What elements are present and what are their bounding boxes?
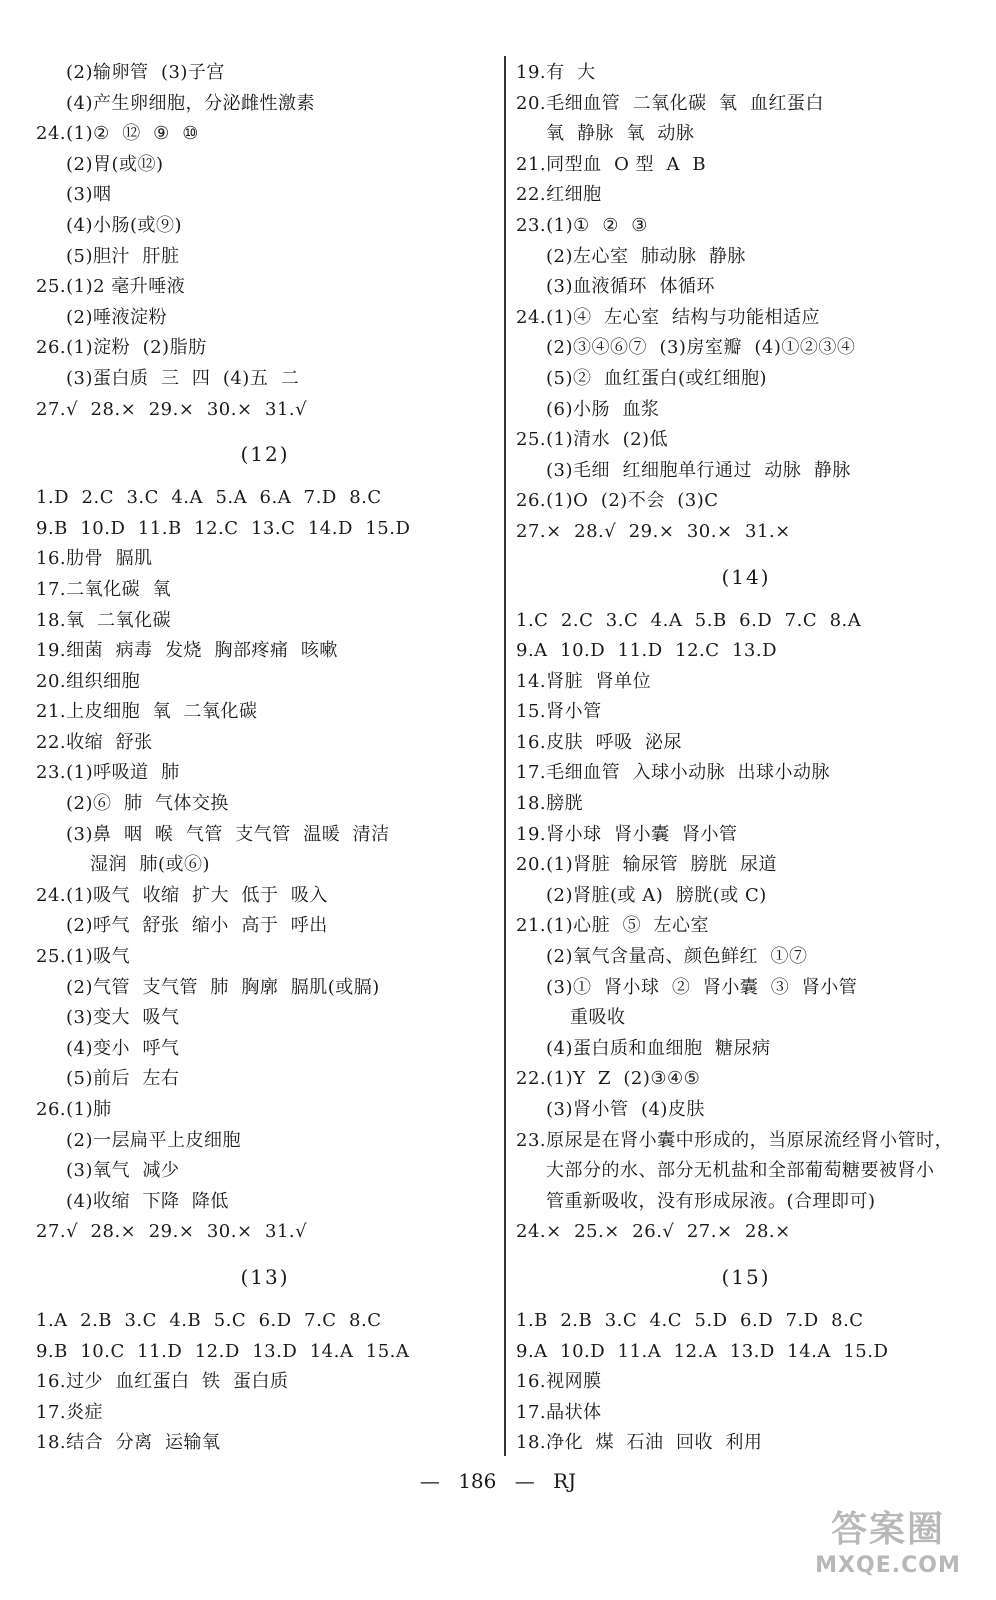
answer-line: 23.(1)呼吸道 肺 [36,762,180,784]
answer-line: 22.红细胞 [516,184,602,206]
answer-line: 23.(1)① ② ③ [516,214,648,236]
answer-line: (3)毛细 红细胞单行通过 动脉 静脉 [546,459,851,481]
answer-line: 24.(1)吸气 收缩 扩大 低于 吸入 [36,884,328,906]
watermark-url: MXQE.COM [815,1553,961,1578]
answer-line: (5)胆汁 肝脏 [66,245,180,267]
answer-line: 17.二氧化碳 氧 [36,578,172,600]
answer-line: 9.B 10.D 11.B 12.C 13.C 14.D 15.D [36,517,411,539]
answer-line: 14.肾脏 肾单位 [516,670,652,692]
answer-line: (4)产生卵细胞，分泌雌性激素 [66,92,315,114]
answer-line: 26.(1)淀粉 (2)脂肪 [36,337,207,359]
answer-line: (3)蛋白质 三 四 (4)五 二 [66,367,300,389]
page-number: 186 [458,1469,497,1493]
page-footer [0,1466,996,1496]
answer-line: (2)氧气含量高、颜色鲜红 ①⑦ [546,946,808,968]
answer-line: 17.晶状体 [516,1401,602,1423]
answer-line: (2)肾脏(或 A) 膀胱(或 C) [546,884,767,906]
answer-line: 24.(1)④ 左心室 结构与功能相适应 [516,306,821,328]
column-divider [504,56,506,1456]
watermark-title: 答案圈 [830,1509,945,1550]
answer-line: 21.同型血 O 型 A B [516,153,707,175]
answer-line: 9.A 10.D 11.A 12.A 13.D 14.A 15.D [516,1340,889,1362]
section-heading: (12) [240,442,290,467]
answer-line: 22.(1)Y Z (2)③④⑤ [516,1068,701,1090]
answer-line: (3)肾小管 (4)皮肤 [546,1099,705,1120]
answer-line: 9.B 10.C 11.D 12.D 13.D 14.A 15.A [36,1340,410,1362]
answer-line: 重吸收 [570,1007,626,1029]
answer-line: (3)鼻 咽 喉 气管 支气管 温暖 清洁 [66,823,390,845]
answer-line: 15.肾小管 [516,701,602,723]
section-heading: (14) [721,564,771,589]
answer-line: 20.组织细胞 [36,670,141,692]
answer-line: (5)前后 左右 [66,1068,180,1090]
answer-line: 20.(1)肾脏 输尿管 膀胱 尿道 [516,854,777,876]
answer-line: (3)氧气 减少 [66,1160,180,1182]
watermark-logo [798,1508,978,1588]
section-heading: (13) [240,1264,290,1289]
answer-line: 18.净化 煤 石油 回收 利用 [516,1432,763,1454]
answer-line: (2)⑥ 肺 气体交换 [66,793,229,815]
answer-line: 17.炎症 [36,1401,104,1423]
answer-line: (3)① 肾小球 ② 肾小囊 ③ 肾小管 [546,976,858,998]
answer-line: 24.× 25.× 26.√ 27.× 28.× [516,1221,791,1243]
answer-line: (4)小肠(或⑨) [66,214,183,236]
answer-line: 25.(1)吸气 [36,946,131,968]
answer-line: 25.(1)清水 (2)低 [516,429,669,451]
answer-line: 23.原尿是在肾小囊中形成的，当原尿流经肾小管时， [516,1129,954,1151]
answer-line: (4)收缩 下降 降低 [66,1190,229,1212]
footer-dash-left: — [419,1469,440,1493]
answer-line: 16.肋骨 膈肌 [36,548,153,570]
answer-line: 21.上皮细胞 氧 二氧化碳 [36,701,258,723]
answer-line: 19.肾小球 肾小囊 肾小管 [516,823,738,845]
answer-line: (2)③④⑥⑦ (3)房室瓣 (4)①②③④ [546,337,856,359]
answer-line: (2)呼气 舒张 缩小 高于 呼出 [66,915,328,937]
answer-line: (2)输卵管 (3)子宫 [66,62,225,83]
answer-line: 27.√ 28.× 29.× 30.× 31.√ [36,1221,308,1243]
answer-line: 27.√ 28.× 29.× 30.× 31.√ [36,398,308,420]
answer-line: 18.结合 分离 运输氧 [36,1432,221,1454]
answer-line: (2)左心室 肺动脉 静脉 [546,245,746,267]
answer-line: (2)唾液淀粉 [66,306,167,328]
answer-line: (2)气管 支气管 肺 胸廓 膈肌(或膈) [66,976,380,998]
answer-line: 19.有 大 [516,62,596,83]
answer-line: 1.C 2.C 3.C 4.A 5.B 6.D 7.C 8.A [516,609,862,631]
answer-line: (4)变小 呼气 [66,1037,180,1059]
left-column [36,58,494,1459]
answer-line: 9.A 10.D 11.D 12.C 13.D [516,640,778,662]
answer-line: (3)咽 [66,184,112,206]
answer-line: 17.毛细血管 入球小动脉 出球小动脉 [516,762,831,784]
answer-line: 18.膀胱 [516,793,584,815]
footer-dash-right: — [514,1469,535,1493]
answer-line: 22.收缩 舒张 [36,731,153,753]
answer-line: (2)胃(或⑫) [66,153,164,175]
answer-line: 26.(1)肺 [36,1099,112,1120]
answer-line: 26.(1)O (2)不会 (3)C [516,490,719,512]
answer-line: 1.B 2.B 3.C 4.C 5.D 6.D 7.D 8.C [516,1309,864,1331]
answer-line: 1.A 2.B 3.C 4.B 5.C 6.D 7.C 8.C [36,1309,382,1331]
edition-label: RJ [553,1469,577,1493]
answer-line: 氧 静脉 氧 动脉 [546,123,695,145]
answer-line: 16.视网膜 [516,1371,602,1393]
section-heading: (15) [721,1264,771,1289]
answer-line: (3)血液循环 体循环 [546,276,715,298]
answer-line: 20.毛细血管 二氧化碳 氧 血红蛋白 [516,92,824,114]
answer-line: 24.(1)② ⑫ ⑨ ⑩ [36,123,199,145]
answer-line: 大部分的水、部分无机盐和全部葡萄糖要被肾小 [546,1160,935,1182]
answer-line: (4)蛋白质和血细胞 糖尿病 [546,1037,771,1059]
answer-line: 27.× 28.√ 29.× 30.× 31.× [516,520,791,542]
answer-line: 21.(1)心脏 ⑤ 左心室 [516,915,710,937]
answer-line: 湿润 肺(或⑥) [90,854,210,876]
answer-line: 管重新吸收，没有形成尿液。(合理即可) [546,1190,876,1212]
answer-line: 25.(1)2 毫升唾液 [36,276,186,298]
answer-line: (5)② 血红蛋白(或红细胞) [546,367,767,389]
answer-line: (3)变大 吸气 [66,1007,180,1029]
answer-line: 19.细菌 病毒 发烧 胸部疼痛 咳嗽 [36,640,338,662]
right-column [516,58,976,1459]
answer-line: (6)小肠 血浆 [546,398,660,420]
answer-line: 18.氧 二氧化碳 [36,609,172,631]
answer-line: (2)一层扁平上皮细胞 [66,1129,241,1151]
answer-line: 1.D 2.C 3.C 4.A 5.A 6.A 7.D 8.C [36,487,382,509]
answer-line: 16.皮肤 呼吸 泌尿 [516,731,683,753]
answer-line: 16.过少 血红蛋白 铁 蛋白质 [36,1371,289,1393]
